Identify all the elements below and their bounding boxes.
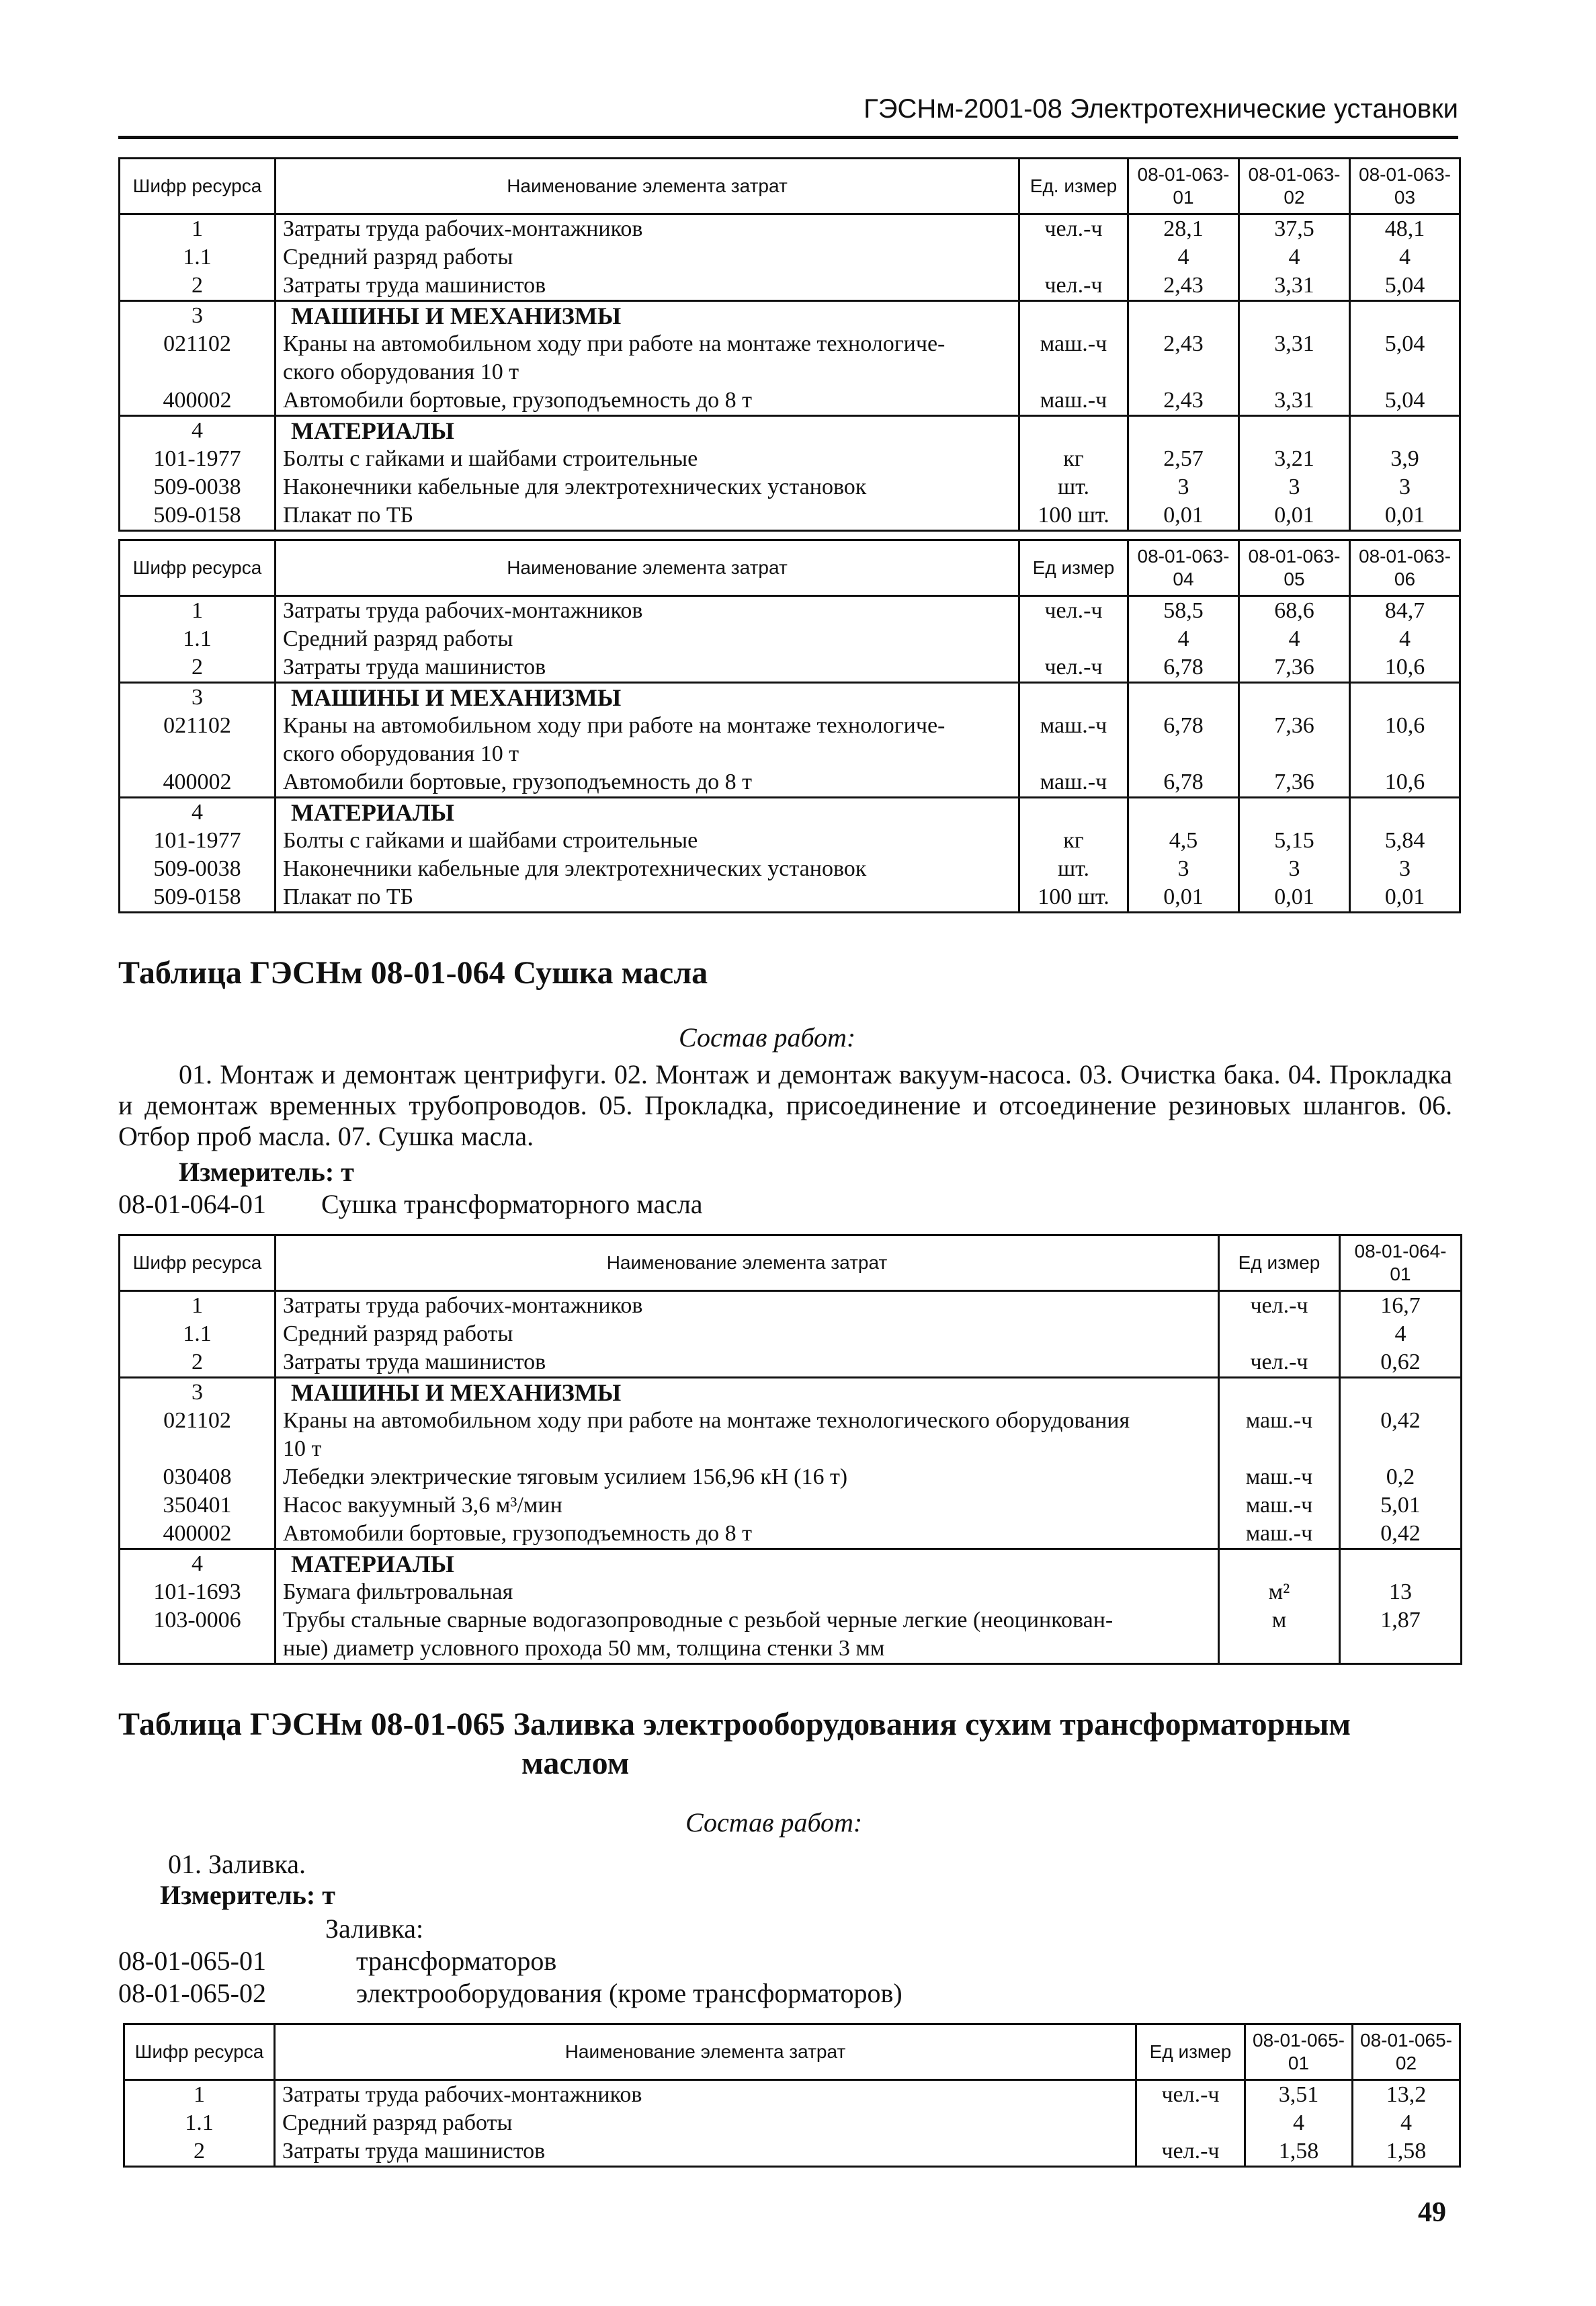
cost-element-cell: Автомобили бортовые, грузоподъемность до 8 т xyxy=(276,768,1019,798)
cost-element-cell: Болты с гайками и шайбами строительные xyxy=(276,445,1019,473)
table-row xyxy=(120,1378,1462,1407)
cost-element-cell: Затраты труда рабочих-монтажников xyxy=(276,214,1019,244)
resource-code-cell: 101-1977 xyxy=(120,445,276,473)
cost-element-cell: Плакат по ТБ xyxy=(276,501,1019,531)
unit-cell: маш.-ч xyxy=(1219,1463,1340,1491)
unit-cell: чел.-ч xyxy=(1136,2137,1245,2167)
norm-value-cell: 0,01 xyxy=(1128,883,1239,913)
cost-element-cell: Затраты труда машинистов xyxy=(276,653,1019,683)
norm-value-cell: 3 xyxy=(1350,855,1460,883)
norm-value-cell: 3,21 xyxy=(1239,445,1350,473)
norm-value-cell: 0,42 xyxy=(1340,1520,1462,1549)
resource-code-cell: 4 xyxy=(120,416,276,446)
norm-value-cell xyxy=(1340,1378,1462,1407)
norm-value-cell: 0,62 xyxy=(1340,1348,1462,1378)
norm-value-cell: 3,9 xyxy=(1350,445,1460,473)
table-row xyxy=(124,2109,1460,2137)
cost-element-cell: МАШИНЫ И МЕХАНИЗМЫ xyxy=(276,683,1019,712)
cost-element-cell: МАШИНЫ И МЕХАНИЗМЫ xyxy=(276,301,1019,331)
header-norm-code: 08-01-065-02 xyxy=(1353,2024,1460,2080)
header-norm-code: 08-01-063-06 xyxy=(1350,540,1460,596)
resource-code-cell: 400002 xyxy=(120,1520,276,1549)
norm-value-cell: 4 xyxy=(1128,625,1239,653)
cost-element-cell: Затраты труда рабочих-монтажников xyxy=(276,596,1019,626)
norm-value-cell: 6,78 xyxy=(1128,768,1239,798)
header-cost-element: Наименование элемента затрат xyxy=(276,1235,1219,1291)
resource-code-cell: 3 xyxy=(120,301,276,331)
unit-cell: маш.-ч xyxy=(1019,768,1128,798)
unit-cell: чел.-ч xyxy=(1019,272,1128,301)
unit-cell: чел.-ч xyxy=(1136,2080,1245,2110)
table-title-065-line1: Таблица ГЭСНм 08-01-065 Заливка электрооборудования сухим трансформаторным xyxy=(118,1706,1351,1742)
resource-code-cell: 509-0158 xyxy=(120,883,276,913)
norm-value-cell: 2,57 xyxy=(1128,445,1239,473)
table-row xyxy=(120,740,1460,768)
unit-cell xyxy=(1219,1435,1340,1463)
cost-element-cell: Лебедки электрические тяговым усилием 156,96 кН (16 т) xyxy=(276,1463,1219,1491)
cost-element-cell: ского оборудования 10 т xyxy=(276,358,1019,386)
resource-code-cell: 2 xyxy=(120,272,276,301)
cost-element-cell: МАТЕРИАЛЫ xyxy=(276,1549,1219,1579)
header-norm-code: 08-01-063-04 xyxy=(1128,540,1239,596)
table-row xyxy=(120,827,1460,855)
norm-value-cell xyxy=(1239,798,1350,827)
unit-of-measure xyxy=(179,1156,354,1188)
cost-element-cell: ского оборудования 10 т xyxy=(276,740,1019,768)
norm-value-cell: 6,78 xyxy=(1128,653,1239,683)
cost-element-cell: Краны на автомобильном ходу при работе на монтаже технологического оборудования xyxy=(276,1407,1219,1435)
norm-value-cell: 13 xyxy=(1340,1578,1462,1606)
cost-element-cell: Затраты труда рабочих-монтажников xyxy=(276,1291,1219,1321)
cost-element-cell: Затраты труда машинистов xyxy=(275,2137,1136,2167)
norm-value-cell: 10,6 xyxy=(1350,653,1460,683)
table-row xyxy=(120,501,1460,531)
cost-element-cell: Средний разряд работы xyxy=(276,243,1019,272)
unit-cell: чел.-ч xyxy=(1219,1348,1340,1378)
resource-code-cell: 3 xyxy=(120,1378,276,1407)
table-row xyxy=(120,1463,1462,1491)
norm-value-cell: 1,87 xyxy=(1340,1606,1462,1635)
norm-value-cell: 3 xyxy=(1350,473,1460,501)
norm-value-cell: 4 xyxy=(1350,625,1460,653)
table-row xyxy=(120,1491,1462,1520)
norm-value-cell xyxy=(1239,416,1350,446)
norm-value-cell: 3 xyxy=(1128,473,1239,501)
norm-value-cell: 5,04 xyxy=(1350,272,1460,301)
cost-element-cell: Средний разряд работы xyxy=(276,1320,1219,1348)
table-row xyxy=(120,445,1460,473)
running-head: ГЭСНм-2001-08 Электротехнические установки xyxy=(864,94,1458,124)
norm-value-cell: 68,6 xyxy=(1239,596,1350,626)
unit-cell: маш.-ч xyxy=(1019,330,1128,358)
resource-code-cell: 350401 xyxy=(120,1491,276,1520)
resource-code-cell: 3 xyxy=(120,683,276,712)
unit-value: т xyxy=(322,1880,335,1910)
norm-value-cell xyxy=(1340,1635,1462,1664)
resource-code-cell: 4 xyxy=(120,1549,276,1579)
norm-value-cell: 4 xyxy=(1239,243,1350,272)
header-cost-element: Наименование элемента затрат xyxy=(275,2024,1136,2080)
table-row xyxy=(120,386,1460,416)
resource-code-cell: 030408 xyxy=(120,1463,276,1491)
norm-value-cell xyxy=(1128,301,1239,331)
table-row xyxy=(120,768,1460,798)
norm-value-cell xyxy=(1350,358,1460,386)
header-cost-element: Наименование элемента затрат xyxy=(276,540,1019,596)
table-row xyxy=(120,416,1460,446)
cost-element-cell: Автомобили бортовые, грузоподъемность до 8 т xyxy=(276,1520,1219,1549)
header-rule xyxy=(118,136,1458,139)
table-row xyxy=(120,683,1460,712)
norm-value-cell: 0,01 xyxy=(1350,883,1460,913)
unit-label: Измеритель: xyxy=(179,1157,335,1187)
table-row xyxy=(120,214,1460,244)
work-composition-text-065: 01. Заливка. xyxy=(168,1849,306,1879)
resource-code-cell: 021102 xyxy=(120,712,276,740)
unit-cell: маш.-ч xyxy=(1219,1491,1340,1520)
unit-cell xyxy=(1019,683,1128,712)
unit-cell: шт. xyxy=(1019,473,1128,501)
resource-code-cell: 1 xyxy=(120,1291,276,1321)
unit-value: т xyxy=(341,1157,354,1187)
resource-code-cell xyxy=(120,740,276,768)
group-label-065: Заливка: xyxy=(325,1913,424,1944)
norm-value-cell xyxy=(1128,358,1239,386)
table-row xyxy=(120,473,1460,501)
cost-element-cell: Наконечники кабельные для электротехнических установок xyxy=(276,473,1019,501)
norm-value-cell xyxy=(1128,740,1239,768)
header-unit: Ед измер xyxy=(1019,540,1128,596)
norm-value-cell: 1,58 xyxy=(1353,2137,1460,2167)
norm-value-cell: 4 xyxy=(1128,243,1239,272)
table-row xyxy=(120,596,1460,626)
table-row xyxy=(120,855,1460,883)
table-row xyxy=(120,1291,1462,1321)
norm-value-cell: 7,36 xyxy=(1239,768,1350,798)
table-row xyxy=(120,712,1460,740)
header-norm-code: 08-01-063-03 xyxy=(1350,159,1460,214)
code-description: электрооборудования (кроме трансформаторов) xyxy=(356,1978,902,2008)
table-row xyxy=(120,358,1460,386)
cost-element-cell: Плакат по ТБ xyxy=(276,883,1019,913)
unit-cell xyxy=(1019,798,1128,827)
norm-value-cell: 3,31 xyxy=(1239,386,1350,416)
unit-cell: м² xyxy=(1219,1578,1340,1606)
unit-cell: маш.-ч xyxy=(1019,386,1128,416)
code: 08-01-065-01 xyxy=(118,1946,266,1976)
table-row xyxy=(120,1578,1462,1606)
table-row xyxy=(120,1348,1462,1378)
cost-table-063-part1 xyxy=(118,157,1461,532)
resource-code-cell xyxy=(120,1635,276,1664)
norm-value-cell: 3,31 xyxy=(1239,272,1350,301)
code: 08-01-065-02 xyxy=(118,1978,266,2008)
norm-value-cell: 4 xyxy=(1239,625,1350,653)
norm-value-cell: 58,5 xyxy=(1128,596,1239,626)
code-line-065-01 xyxy=(118,1945,557,1977)
norm-value-cell: 84,7 xyxy=(1350,596,1460,626)
resource-code-cell: 2 xyxy=(120,1348,276,1378)
unit-cell xyxy=(1019,416,1128,446)
cost-element-cell: Наконечники кабельные для электротехнических установок xyxy=(276,855,1019,883)
norm-value-cell xyxy=(1239,301,1350,331)
header-cost-element: Наименование элемента затрат xyxy=(276,159,1019,214)
norm-value-cell xyxy=(1239,358,1350,386)
norm-value-cell xyxy=(1340,1549,1462,1579)
cost-element-cell: Затраты труда рабочих-монтажников xyxy=(275,2080,1136,2110)
cost-table-064 xyxy=(118,1234,1462,1665)
unit-cell: кг xyxy=(1019,827,1128,855)
cost-element-cell: Средний разряд работы xyxy=(275,2109,1136,2137)
resource-code-cell: 509-0038 xyxy=(120,473,276,501)
norm-value-cell xyxy=(1239,740,1350,768)
code-line-064-01 xyxy=(118,1188,703,1220)
table-title-065-line2: маслом xyxy=(521,1745,630,1781)
unit-cell: чел.-ч xyxy=(1219,1291,1340,1321)
table-header-row xyxy=(120,1235,1462,1291)
cost-element-cell: МАШИНЫ И МЕХАНИЗМЫ xyxy=(276,1378,1219,1407)
norm-value-cell: 3 xyxy=(1128,855,1239,883)
resource-code-cell: 400002 xyxy=(120,768,276,798)
norm-value-cell: 2,43 xyxy=(1128,272,1239,301)
cost-element-cell: Затраты труда машинистов xyxy=(276,1348,1219,1378)
norm-value-cell: 6,78 xyxy=(1128,712,1239,740)
cost-element-cell: МАТЕРИАЛЫ xyxy=(276,416,1019,446)
norm-value-cell: 4 xyxy=(1340,1320,1462,1348)
cost-element-cell: Краны на автомобильном ходу при работе на монтаже технологиче- xyxy=(276,712,1019,740)
resource-code-cell: 509-0038 xyxy=(120,855,276,883)
table-row xyxy=(120,1635,1462,1664)
unit-cell: чел.-ч xyxy=(1019,214,1128,244)
resource-code-cell: 021102 xyxy=(120,330,276,358)
table-header-row xyxy=(120,159,1460,214)
norm-value-cell xyxy=(1128,416,1239,446)
code: 08-01-064-01 xyxy=(118,1189,266,1219)
work-composition-label-065: Состав работ: xyxy=(685,1807,863,1838)
unit-cell: м xyxy=(1219,1606,1340,1635)
resource-code-cell: 1.1 xyxy=(120,243,276,272)
resource-code-cell xyxy=(120,358,276,386)
header-unit: Ед измер xyxy=(1136,2024,1245,2080)
unit-cell: маш.-ч xyxy=(1219,1520,1340,1549)
resource-code-cell: 509-0158 xyxy=(120,501,276,531)
table-row xyxy=(120,625,1460,653)
cost-element-cell: Бумага фильтровальная xyxy=(276,1578,1219,1606)
cost-element-cell: Средний разряд работы xyxy=(276,625,1019,653)
header-resource-code: Шифр ресурса xyxy=(120,159,276,214)
code-description: трансформаторов xyxy=(356,1946,557,1976)
table-row xyxy=(120,1320,1462,1348)
cost-element-cell: Трубы стальные сварные водогазопроводные с резьбой черные легкие (неоцинкован- xyxy=(276,1606,1219,1635)
norm-value-cell: 13,2 xyxy=(1353,2080,1460,2110)
norm-value-cell xyxy=(1340,1435,1462,1463)
code-line-065-02 xyxy=(118,1977,902,2009)
norm-value-cell xyxy=(1128,798,1239,827)
table-row xyxy=(124,2080,1460,2110)
cost-element-cell: Краны на автомобильном ходу при работе на монтаже технологиче- xyxy=(276,330,1019,358)
page-number: 49 xyxy=(1418,2197,1446,2228)
header-unit: Ед. измер xyxy=(1019,159,1128,214)
norm-value-cell: 2,43 xyxy=(1128,330,1239,358)
norm-value-cell: 16,7 xyxy=(1340,1291,1462,1321)
header-norm-code: 08-01-063-05 xyxy=(1239,540,1350,596)
norm-value-cell: 5,01 xyxy=(1340,1491,1462,1520)
norm-value-cell: 3,51 xyxy=(1245,2080,1353,2110)
resource-code-cell: 2 xyxy=(124,2137,275,2167)
norm-value-cell: 28,1 xyxy=(1128,214,1239,244)
norm-value-cell xyxy=(1350,416,1460,446)
resource-code-cell: 400002 xyxy=(120,386,276,416)
header-resource-code: Шифр ресурса xyxy=(120,1235,276,1291)
unit-cell: маш.-ч xyxy=(1219,1407,1340,1435)
norm-value-cell: 0,01 xyxy=(1239,883,1350,913)
header-norm-code: 08-01-063-02 xyxy=(1239,159,1350,214)
table-title-064: Таблица ГЭСНм 08-01-064 Сушка масла xyxy=(118,955,708,991)
cost-element-cell: Болты с гайками и шайбами строительные xyxy=(276,827,1019,855)
norm-value-cell: 1,58 xyxy=(1245,2137,1353,2167)
table-row xyxy=(124,2137,1460,2167)
code-description: Сушка трансформаторного масла xyxy=(321,1189,703,1219)
cost-element-cell: Автомобили бортовые, грузоподъемность до 8 т xyxy=(276,386,1019,416)
norm-value-cell: 3 xyxy=(1239,473,1350,501)
table-row xyxy=(120,330,1460,358)
unit-cell xyxy=(1019,301,1128,331)
norm-value-cell: 5,15 xyxy=(1239,827,1350,855)
norm-value-cell: 5,04 xyxy=(1350,386,1460,416)
cost-table-063-part2 xyxy=(118,539,1461,913)
norm-value-cell xyxy=(1350,798,1460,827)
norm-value-cell: 0,2 xyxy=(1340,1463,1462,1491)
unit-cell xyxy=(1019,243,1128,272)
norm-value-cell xyxy=(1128,683,1239,712)
unit-cell: кг xyxy=(1019,445,1128,473)
resource-code-cell xyxy=(120,1435,276,1463)
norm-value-cell: 2,43 xyxy=(1128,386,1239,416)
norm-value-cell: 0,01 xyxy=(1128,501,1239,531)
header-unit: Ед измер xyxy=(1219,1235,1340,1291)
unit-cell xyxy=(1019,625,1128,653)
unit-cell xyxy=(1019,358,1128,386)
resource-code-cell: 1 xyxy=(124,2080,275,2110)
unit-cell: 100 шт. xyxy=(1019,501,1128,531)
unit-cell: 100 шт. xyxy=(1019,883,1128,913)
norm-value-cell: 5,04 xyxy=(1350,330,1460,358)
cost-table-065 xyxy=(123,2023,1461,2168)
resource-code-cell: 103-0006 xyxy=(120,1606,276,1635)
table-header-row xyxy=(120,540,1460,596)
unit-cell: шт. xyxy=(1019,855,1128,883)
unit-cell xyxy=(1136,2109,1245,2137)
header-norm-code: 08-01-064-01 xyxy=(1340,1235,1462,1291)
header-resource-code: Шифр ресурса xyxy=(120,540,276,596)
cost-element-cell: Насос вакуумный 3,6 м³/мин xyxy=(276,1491,1219,1520)
unit-cell: чел.-ч xyxy=(1019,653,1128,683)
unit-cell xyxy=(1219,1635,1340,1664)
table-row xyxy=(120,798,1460,827)
norm-value-cell xyxy=(1350,683,1460,712)
resource-code-cell: 1 xyxy=(120,596,276,626)
header-resource-code: Шифр ресурса xyxy=(124,2024,275,2080)
unit-cell xyxy=(1219,1378,1340,1407)
resource-code-cell: 021102 xyxy=(120,1407,276,1435)
norm-value-cell: 37,5 xyxy=(1239,214,1350,244)
table-row xyxy=(120,1549,1462,1579)
norm-value-cell: 3,31 xyxy=(1239,330,1350,358)
cost-element-cell: ные) диаметр условного прохода 50 мм, толщина стенки 3 мм xyxy=(276,1635,1219,1664)
resource-code-cell: 101-1693 xyxy=(120,1578,276,1606)
norm-value-cell: 5,84 xyxy=(1350,827,1460,855)
resource-code-cell: 101-1977 xyxy=(120,827,276,855)
resource-code-cell: 1.1 xyxy=(120,625,276,653)
table-header-row xyxy=(124,2024,1460,2080)
norm-value-cell: 7,36 xyxy=(1239,712,1350,740)
unit-cell: маш.-ч xyxy=(1019,712,1128,740)
norm-value-cell: 4 xyxy=(1245,2109,1353,2137)
unit-cell: чел.-ч xyxy=(1019,596,1128,626)
unit-label: Измеритель: xyxy=(160,1880,316,1910)
work-composition-label: Состав работ: xyxy=(679,1022,856,1053)
table-row xyxy=(120,243,1460,272)
cost-element-cell: МАТЕРИАЛЫ xyxy=(276,798,1019,827)
norm-value-cell: 4 xyxy=(1353,2109,1460,2137)
work-composition-text: 01. Монтаж и демонтаж центрифуги. 02. Монтаж и демонтаж вакуум-насоса. 03. Очистка бака. 04. Прокладка и демонтаж временных трубопроводов. 05. Прокладка, присоединение и отсоединение резиновых шлангов. 06. Отбор проб масла. 07. Сушка масла. xyxy=(118,1059,1452,1151)
resource-code-cell: 1.1 xyxy=(124,2109,275,2137)
table-row xyxy=(120,1407,1462,1435)
norm-value-cell xyxy=(1239,683,1350,712)
cost-element-cell: 10 т xyxy=(276,1435,1219,1463)
resource-code-cell: 2 xyxy=(120,653,276,683)
norm-value-cell: 4,5 xyxy=(1128,827,1239,855)
norm-value-cell: 4 xyxy=(1350,243,1460,272)
unit-cell xyxy=(1019,740,1128,768)
table-row xyxy=(120,883,1460,913)
table-row xyxy=(120,653,1460,683)
norm-value-cell: 7,36 xyxy=(1239,653,1350,683)
norm-value-cell: 0,42 xyxy=(1340,1407,1462,1435)
norm-value-cell xyxy=(1350,740,1460,768)
norm-value-cell: 10,6 xyxy=(1350,768,1460,798)
table-row xyxy=(120,1520,1462,1549)
norm-value-cell xyxy=(1350,301,1460,331)
norm-value-cell: 0,01 xyxy=(1350,501,1460,531)
norm-value-cell: 48,1 xyxy=(1350,214,1460,244)
norm-value-cell: 10,6 xyxy=(1350,712,1460,740)
table-row xyxy=(120,1606,1462,1635)
table-row xyxy=(120,1435,1462,1463)
norm-value-cell: 0,01 xyxy=(1239,501,1350,531)
cost-element-cell: Затраты труда машинистов xyxy=(276,272,1019,301)
unit-of-measure-065 xyxy=(160,1879,335,1911)
table-row xyxy=(120,272,1460,301)
resource-code-cell: 1.1 xyxy=(120,1320,276,1348)
norm-value-cell: 3 xyxy=(1239,855,1350,883)
table-row xyxy=(120,301,1460,331)
unit-cell xyxy=(1219,1320,1340,1348)
resource-code-cell: 1 xyxy=(120,214,276,244)
header-norm-code: 08-01-063-01 xyxy=(1128,159,1239,214)
unit-cell xyxy=(1219,1549,1340,1579)
header-norm-code: 08-01-065-01 xyxy=(1245,2024,1353,2080)
resource-code-cell: 4 xyxy=(120,798,276,827)
